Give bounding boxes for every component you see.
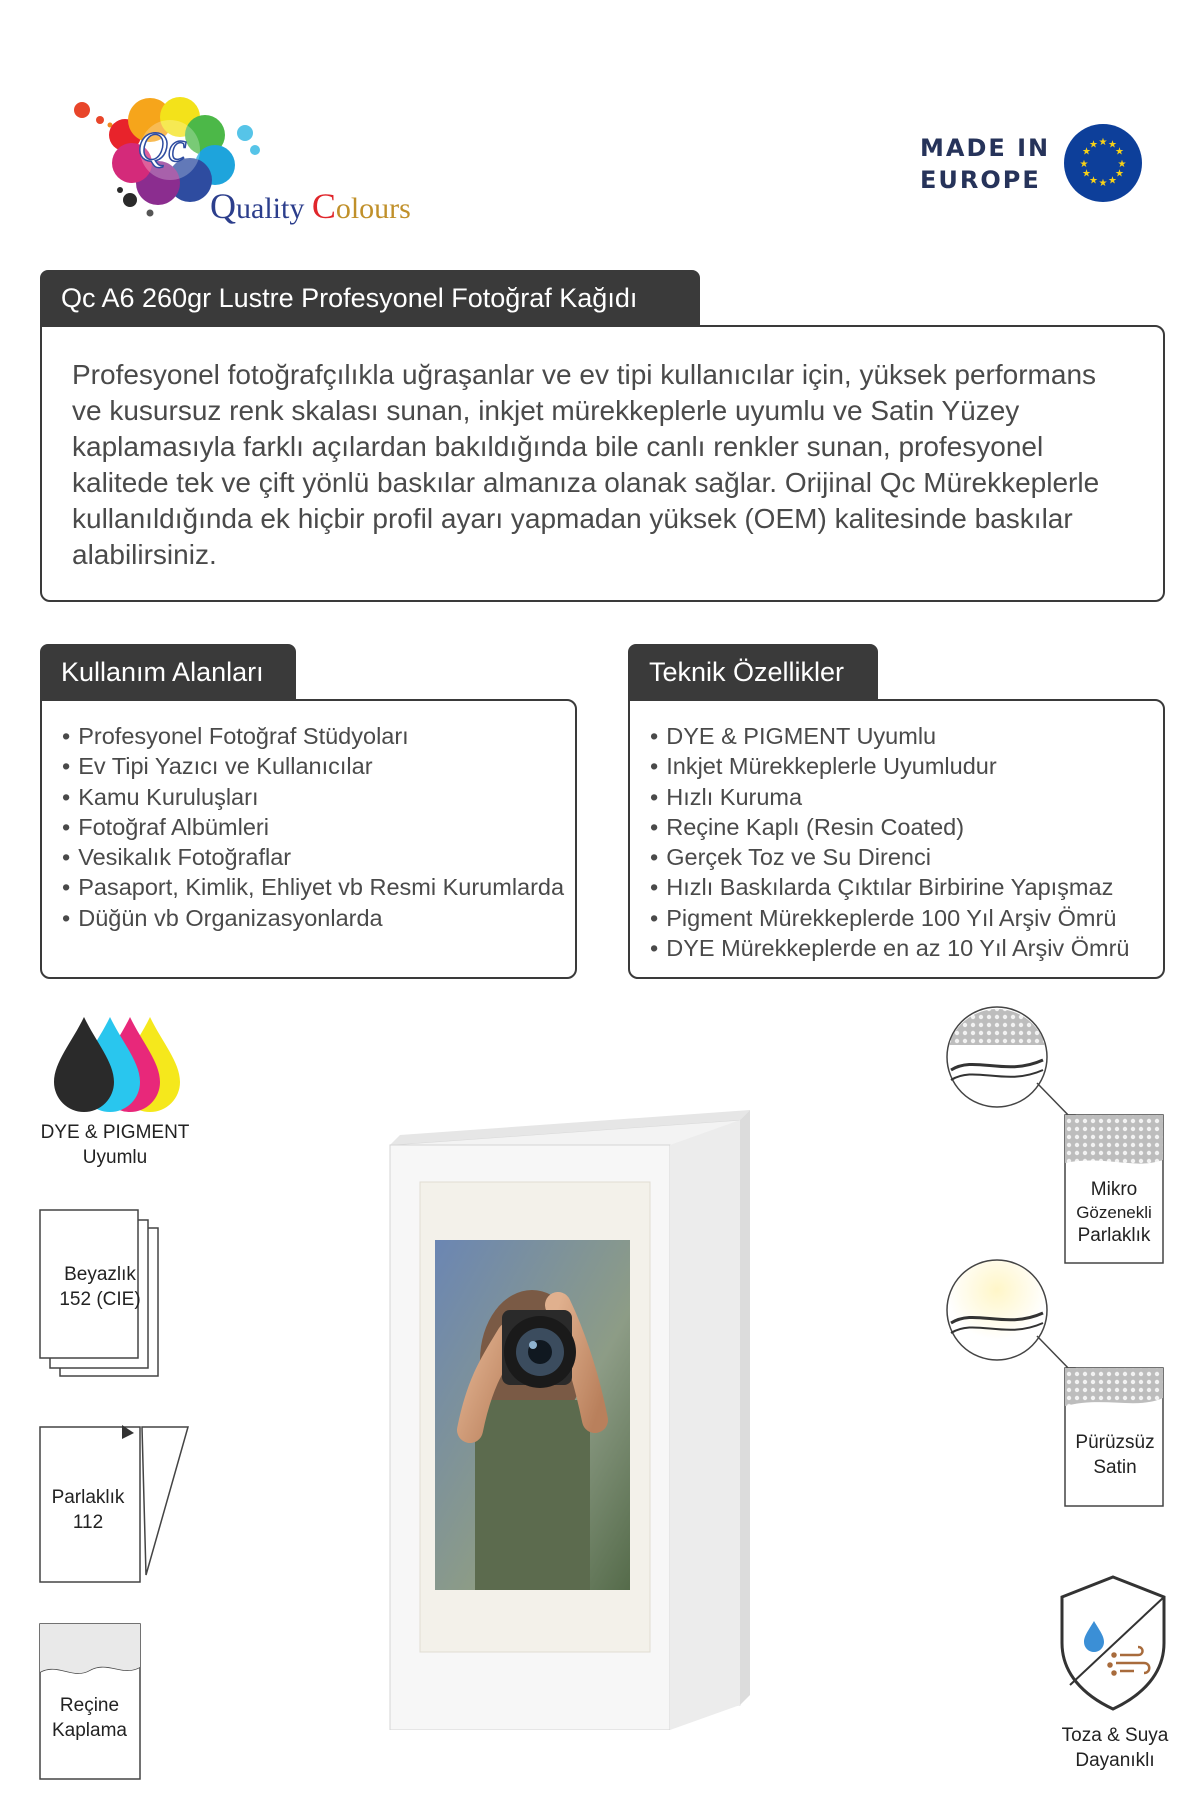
list-item: • DYE Mürekkeplerde en az 10 Yıl Arşiv Ömrü bbox=[650, 933, 1143, 963]
svg-text:★: ★ bbox=[1115, 168, 1124, 180]
shield-icon bbox=[1058, 1573, 1168, 1713]
product-description: Profesyonel fotoğrafçılıkla uğraşanlar ve ev tipi kullanıcılar için, yüksek performans ve kusursuz renk skalası sunan, inkjet mürekkeplerle uyumlu ve Satin Yüzey kaplamasıyla farklı açılardan bakıldığında bile canlı renkler sunan, profesyonel kalitede tek ve çift yönlü baskılar almanıza olanak sağlar. Orijinal Qc Mürekkeplerle kullanıldığında ek hiçbir profil ayarı yapmadan yüksek (OEM) kalitesinde baskılar alabilirsiniz. bbox=[72, 359, 1100, 570]
list-item: • DYE & PIGMENT Uyumlu bbox=[650, 721, 1143, 751]
description-box bbox=[40, 325, 1165, 602]
list-item: • Ev Tipi Yazıcı ve Kullanıcılar bbox=[62, 751, 555, 781]
product-title: Qc A6 260gr Lustre Profesyonel Fotoğraf Kağıdı bbox=[61, 283, 638, 313]
usage-box bbox=[40, 699, 577, 979]
list-item: • Hızlı Baskılarda Çıktılar Birbirine Yapışmaz bbox=[650, 872, 1143, 902]
brand-logo bbox=[70, 95, 430, 235]
svg-text:★: ★ bbox=[1098, 178, 1108, 189]
smooth-satin-label: Pürüzsüz Satin bbox=[1075, 1432, 1155, 1478]
dust-water-resistant-label: Toza & Suya Dayanıklı bbox=[1061, 1725, 1169, 1771]
specs-list bbox=[650, 721, 1143, 963]
usage-list bbox=[62, 721, 565, 933]
micro-porous-label: Mikro Gözenekli Parlaklık bbox=[1076, 1179, 1152, 1246]
svg-text:★: ★ bbox=[1117, 159, 1127, 170]
product-title-tab bbox=[40, 270, 700, 326]
brand-name: Quality Colours bbox=[210, 186, 411, 226]
list-item: • Reçine Kaplı (Resin Coated) bbox=[650, 812, 1143, 842]
resin-label: Reçine Kaplama bbox=[52, 1695, 127, 1741]
list-item: • Düğün vb Organizasyonlarda bbox=[62, 903, 555, 933]
svg-text:★: ★ bbox=[1082, 146, 1091, 158]
list-item: • Pasaport, Kimlik, Ehliyet vb Resmi Kurumlarda bbox=[62, 872, 555, 902]
ink-compat-caption: DYE & PIGMENT Uyumlu bbox=[40, 1122, 190, 1168]
list-item: • Hızlı Kuruma bbox=[650, 782, 1143, 812]
specs-title: Teknik Özellikler bbox=[649, 657, 845, 687]
badge-line1: MADE IN bbox=[920, 134, 1051, 162]
list-item: • Vesikalık Fotoğraflar bbox=[62, 842, 555, 872]
svg-text:★: ★ bbox=[1108, 139, 1117, 151]
made-in-europe-badge bbox=[920, 120, 1130, 205]
specs-tab bbox=[628, 644, 878, 700]
svg-text:★: ★ bbox=[1115, 146, 1124, 158]
list-item: • Pigment Mürekkeplerde 100 Yıl Arşiv Ömrü bbox=[650, 903, 1143, 933]
list-item: • Fotoğraf Albümleri bbox=[62, 812, 555, 842]
usage-tab bbox=[40, 644, 296, 700]
svg-text:★: ★ bbox=[1108, 175, 1117, 187]
list-item: • Inkjet Mürekkeplerle Uyumludur bbox=[650, 751, 1143, 781]
specs-box bbox=[628, 699, 1165, 979]
eu-flag-icon bbox=[1063, 123, 1143, 203]
whiteness-label: Beyazlık 152 (CIE) bbox=[59, 1264, 141, 1310]
badge-line2: EUROPE bbox=[920, 166, 1041, 194]
list-item: • Kamu Kuruluşları bbox=[62, 782, 555, 812]
framed-photo-image bbox=[240, 1090, 860, 1730]
brand-mark: Qc bbox=[137, 125, 187, 171]
svg-text:★: ★ bbox=[1082, 168, 1091, 180]
svg-text:★: ★ bbox=[1089, 139, 1098, 151]
gloss-label: Parlaklık 112 bbox=[51, 1487, 125, 1533]
usage-title: Kullanım Alanları bbox=[61, 657, 264, 687]
ink-drops-icon bbox=[50, 1012, 180, 1112]
list-item: • Profesyonel Fotoğraf Stüdyoları bbox=[62, 721, 555, 751]
list-item: • Gerçek Toz ve Su Direnci bbox=[650, 842, 1143, 872]
svg-text:★: ★ bbox=[1089, 175, 1098, 187]
svg-text:★: ★ bbox=[1098, 137, 1108, 148]
svg-text:★: ★ bbox=[1079, 159, 1089, 170]
